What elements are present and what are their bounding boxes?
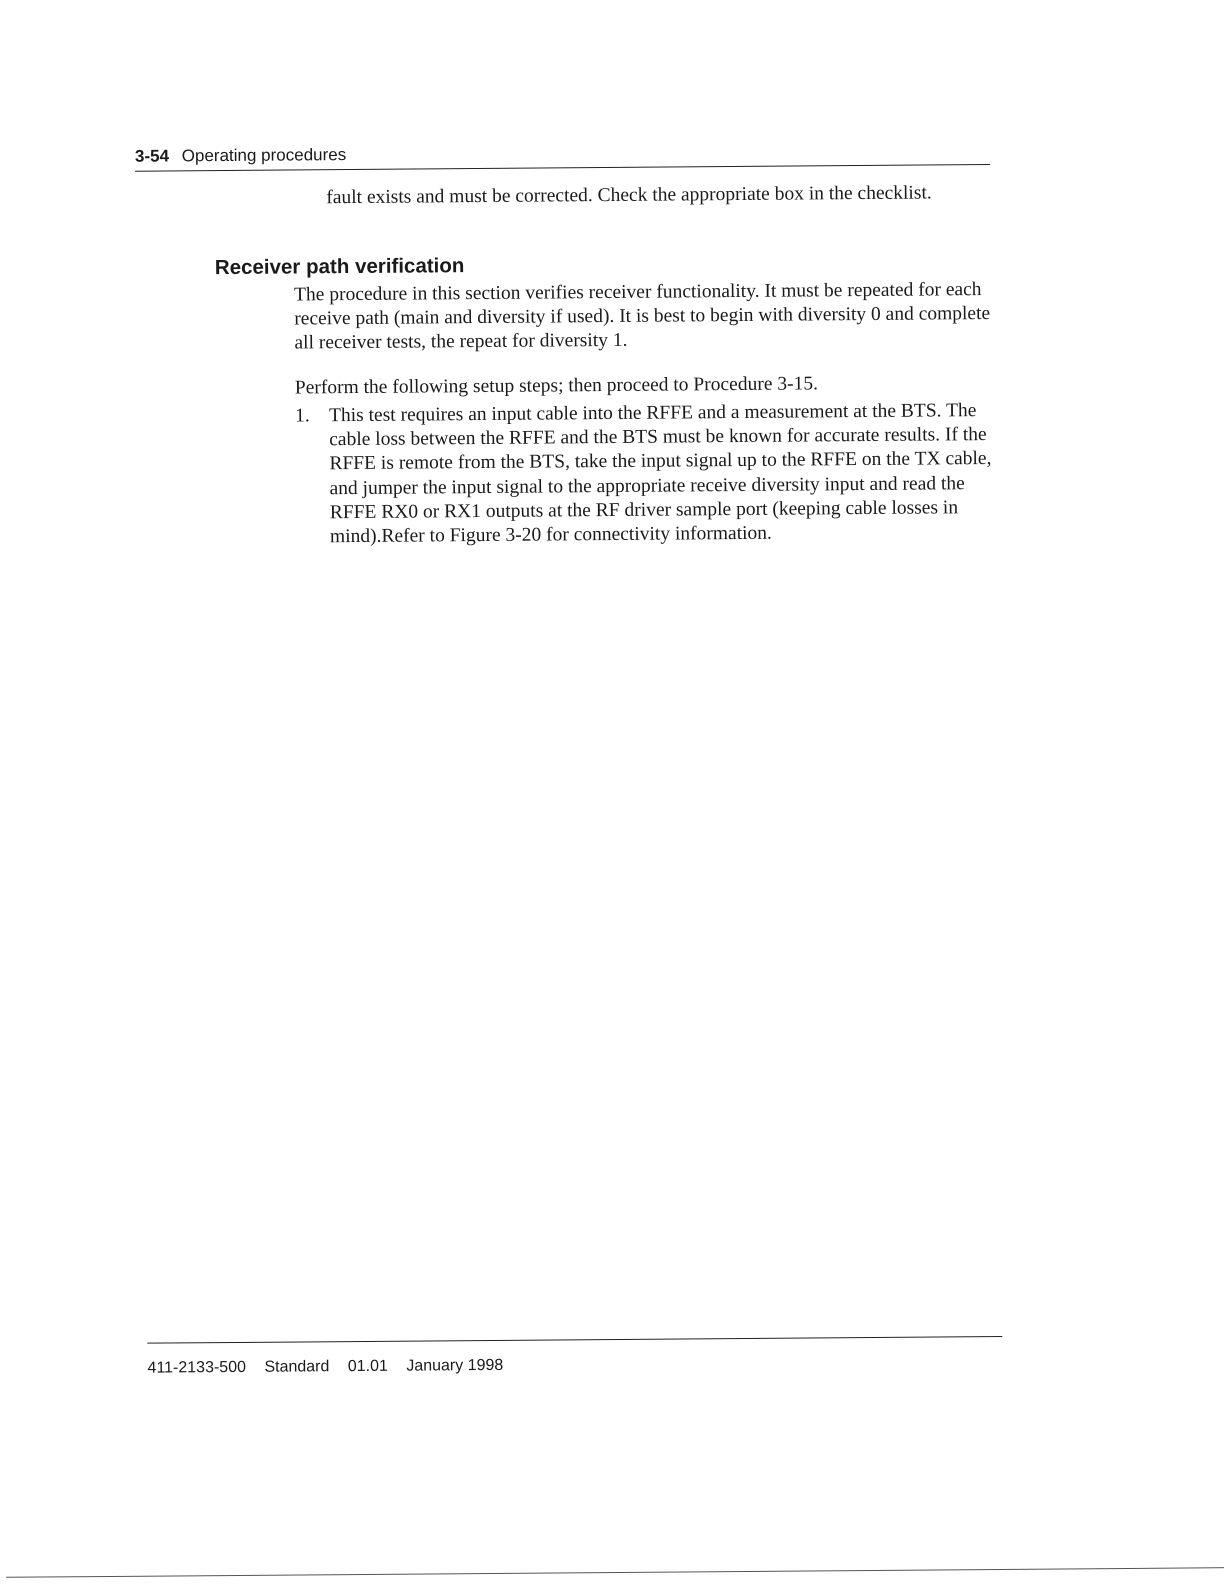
page-footer [147, 1356, 517, 1379]
footer-status: Standard [264, 1358, 330, 1376]
scan-edge-line [6, 1567, 1224, 1578]
continuation-paragraph: fault exists and must be corrected. Check the appropriate box in the checklist. [326, 182, 932, 209]
footer-rule [147, 1336, 1002, 1344]
footer-version: 01.01 [347, 1357, 388, 1376]
page-number: 3-54 [134, 146, 170, 166]
step-text: This test requires an input cable into the RFFE and a measurement at the BTS. The cable loss between the RFFE and the BTS must be known for accurate results. If the RFFE is remote from the BTS, take the input signal up to the RFFE on the TX cable, and jumper the input signal to the appropriate receive diversity input and read the RFFE RX0 or RX1 outputs at the RF driver sample port (keeping cable losses in mind).Refer to Figure 3-20 for connectivity information. [328, 400, 992, 548]
header-section-title: Operating procedures [181, 145, 347, 166]
intro-paragraph: The procedure in this section verifies receiver functionality. It must be repeated for each receive path (main and diversity if used). It is best to begin with diversity 0 and complete all receiver tests, the repeat for diversity 1. [294, 279, 991, 354]
footer-doc-number: 411-2133-500 [147, 1358, 247, 1377]
footer-date: January 1998 [406, 1356, 504, 1375]
page-header [135, 145, 346, 167]
setup-paragraph: Perform the following setup steps; then proceed to Procedure 3-15. [294, 373, 819, 399]
section-heading: Receiver path verification [214, 254, 465, 280]
step-number: 1. [294, 405, 310, 427]
